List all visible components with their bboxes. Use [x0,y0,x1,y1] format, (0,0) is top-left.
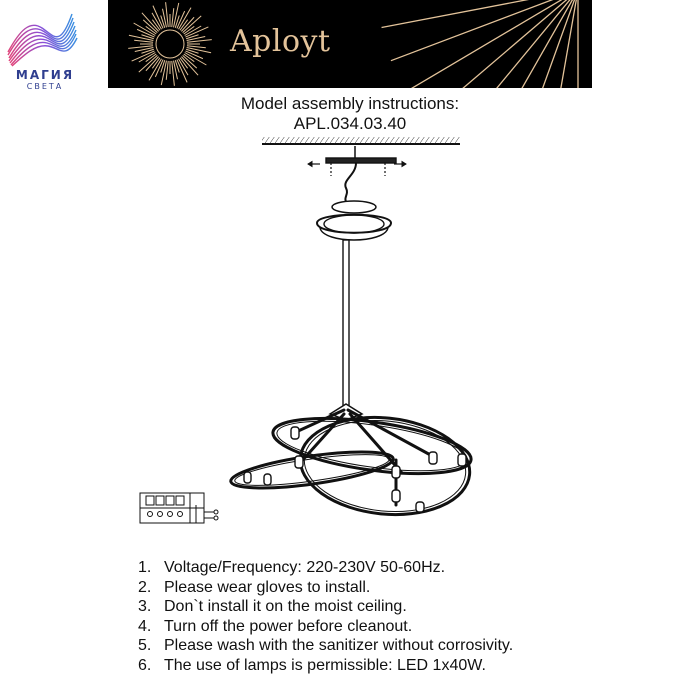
list-item: 6. The use of lamps is permissible: LED 1x40W. [138,656,486,674]
wiring-terminal-icon [140,493,218,523]
list-item: 4. Turn off the power before cleanout. [138,617,413,635]
brand-name: Aployt [230,24,331,59]
logo-subtext: СВЕТА [26,82,64,91]
canopy [317,201,391,240]
ceiling [262,137,460,144]
instructions-list [138,558,513,675]
logo-text: МАГИЯ [15,68,75,82]
lamp-fixture [229,404,475,523]
mounting-bracket [308,146,406,176]
suspension-rod [343,240,349,408]
list-item: 1. Voltage/Frequency: 220-230V 50-60Hz. [138,559,446,576]
title-line-1: Model assembly instructions: [240,94,460,113]
list-item: 5. Please wash with the sanitizer without corrosivity. [138,637,514,654]
hanging-cable [345,163,356,206]
model-number: APL.034.03.40 [293,114,407,133]
list-item: 2. Please wear gloves to install. [138,578,371,596]
list-item: 3. Don`t install it on the moist ceiling. [138,598,407,615]
